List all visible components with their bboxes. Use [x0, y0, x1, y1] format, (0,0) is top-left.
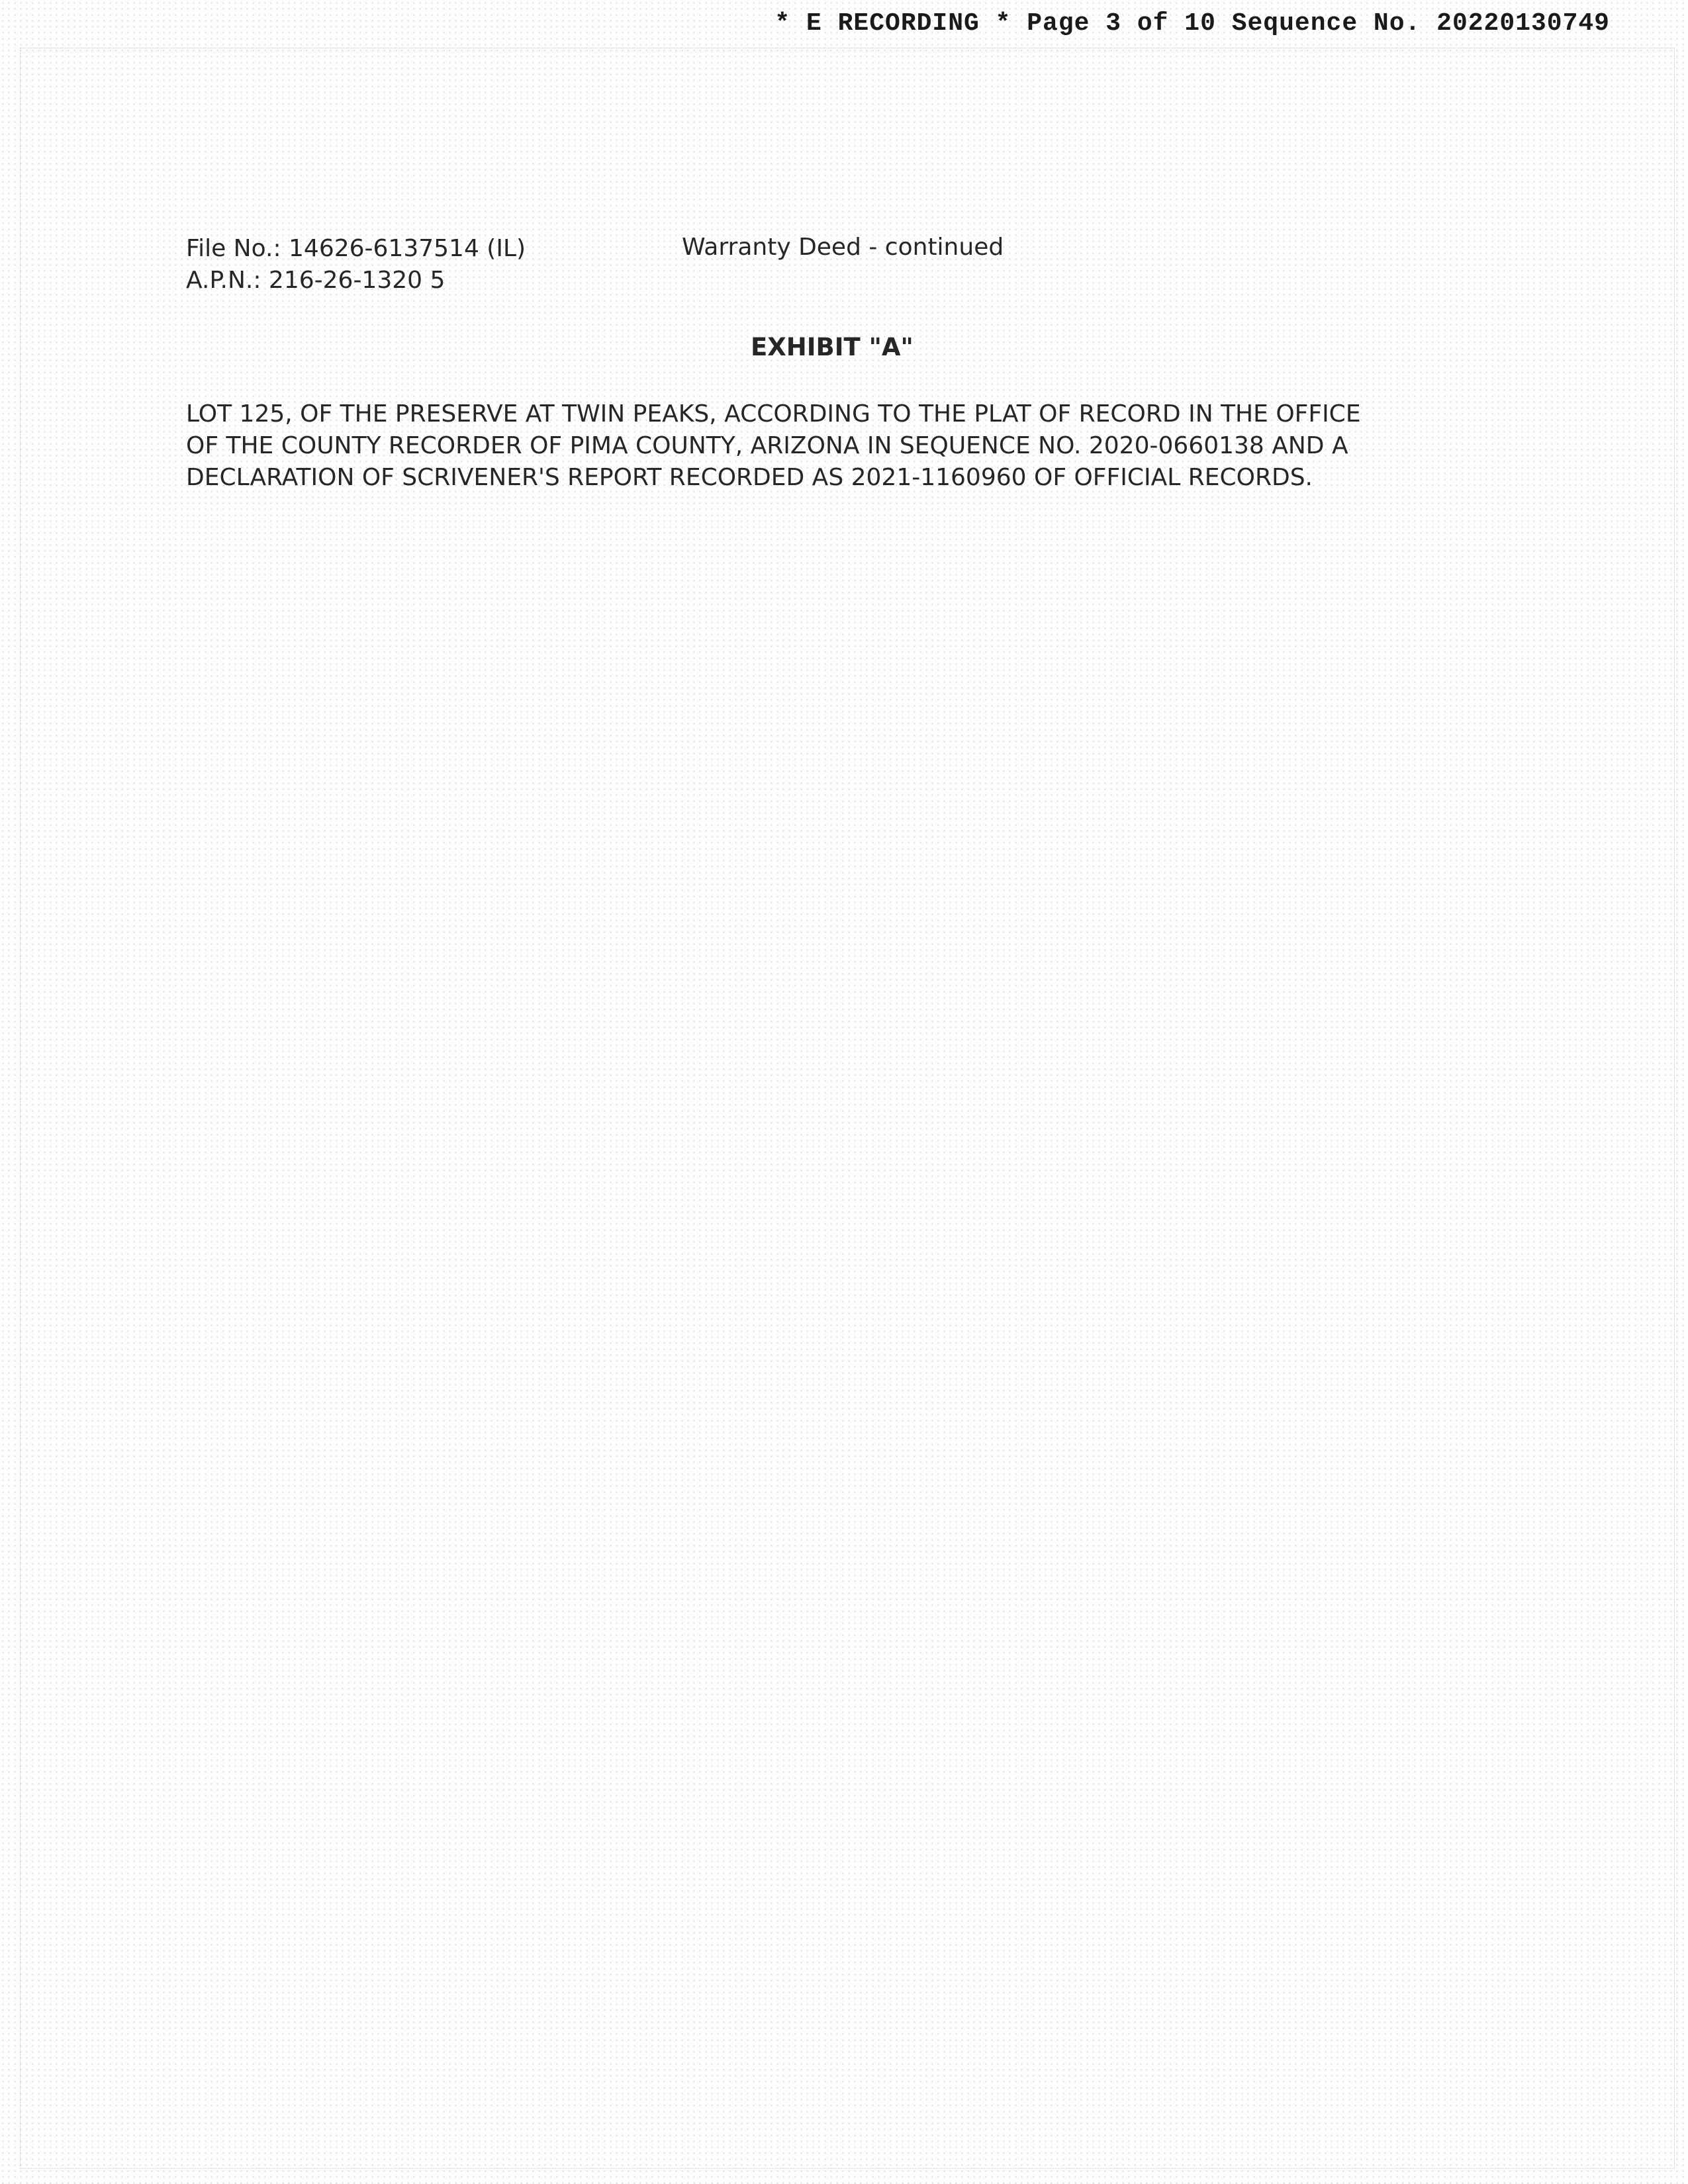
legal-description-line: LOT 125, OF THE PRESERVE AT TWIN PEAKS, ACCORDING TO THE PLAT OF RECORD IN THE OFFICE — [186, 400, 1361, 428]
exhibit-title: EXHIBIT "A" — [751, 333, 914, 361]
document-title: Warranty Deed - continued — [682, 234, 1004, 261]
file-info-block — [186, 233, 526, 296]
page-border — [20, 48, 1675, 2169]
legal-description-line: OF THE COUNTY RECORDER OF PIMA COUNTY, ARIZONA IN SEQUENCE NO. 2020-0660138 AND A — [186, 432, 1348, 459]
legal-description — [186, 398, 1477, 494]
recording-stamp: * E RECORDING * Page 3 of 10 Sequence No. 20220130749 — [774, 9, 1610, 38]
apn-number: A.P.N.: 216-26-1320 5 — [186, 267, 445, 294]
file-number: File No.: 14626-6137514 (IL) — [186, 235, 526, 262]
legal-description-line: DECLARATION OF SCRIVENER'S REPORT RECORDED AS 2021-1160960 OF OFFICIAL RECORDS. — [186, 464, 1313, 491]
